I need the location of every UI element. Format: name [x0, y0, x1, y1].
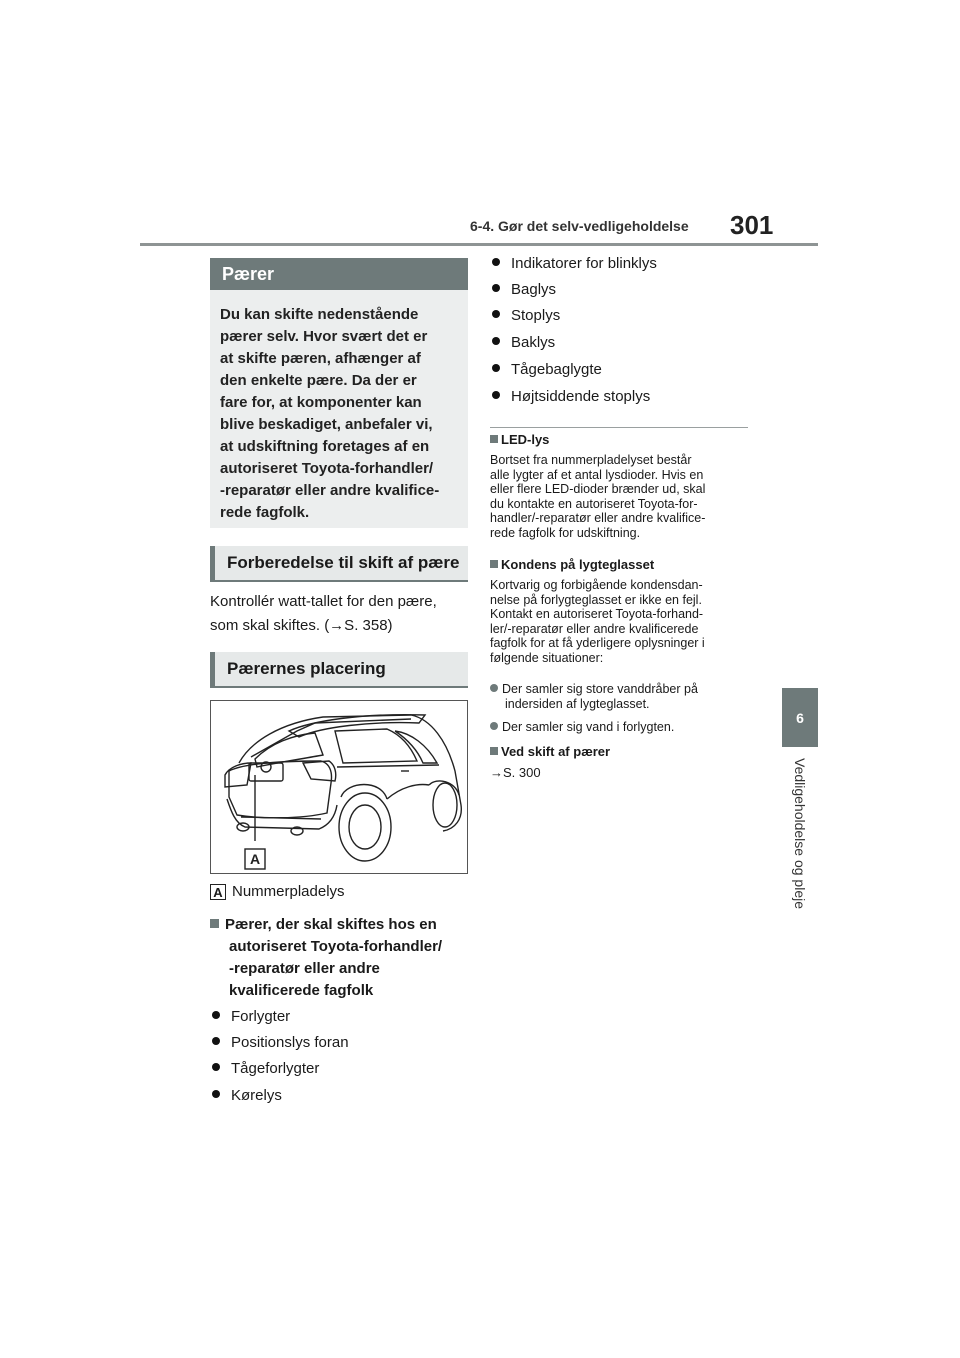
bullet-icon — [212, 1090, 220, 1098]
dealer-heading-line: -reparatør eller andre — [229, 960, 380, 977]
list-item: Tågebaglygte — [492, 361, 602, 378]
intro-line: pærer selv. Hvor svært det er — [220, 328, 428, 345]
replace-heading: Ved skift af pærer — [490, 744, 610, 759]
bullet-icon — [212, 1011, 220, 1019]
intro-line: den enkelte pære. Da der er — [220, 372, 417, 389]
dealer-heading-line: autoriseret Toyota-forhandler/ — [229, 938, 443, 955]
intro-line: blive beskadiget, anbefaler vi, — [220, 416, 433, 433]
condensation-bullet: Der samler sig store vanddråber på indersiden af lygteglasset. — [490, 682, 698, 711]
bullet-icon — [490, 684, 498, 692]
intro-line: at skifte pæren, afhænger af — [220, 350, 421, 367]
intro-line: Du kan skifte nedenstående — [220, 306, 419, 323]
intro-line: rede fagfolk. — [220, 504, 310, 521]
replace-reference-link[interactable]: →S. 300 — [490, 765, 541, 780]
list-item: Positionslys foran — [212, 1034, 349, 1051]
bullet-icon — [492, 337, 500, 345]
square-bullet-icon — [490, 747, 498, 755]
condensation-heading: Kondens på lygteglasset — [490, 557, 654, 572]
chapter-title — [792, 758, 812, 928]
legend-text: Nummerpladelys — [232, 883, 345, 900]
box-title-bar — [210, 258, 468, 290]
bullet-icon — [492, 258, 500, 266]
list-item: Højtsiddende stoplys — [492, 388, 650, 405]
intro-line: at udskiftning foretages af en — [220, 438, 430, 455]
prep-text-line: Kontrollér watt-tallet for den pære, — [210, 593, 437, 610]
box-title: Pærer — [222, 263, 275, 284]
divider — [490, 427, 748, 428]
car-illustration — [210, 700, 468, 874]
dealer-heading-line: Pærer, der skal skiftes hos en — [225, 916, 437, 933]
bullet-icon — [212, 1063, 220, 1071]
square-bullet-icon — [490, 435, 498, 443]
list-item: Baklys — [492, 334, 555, 351]
legend-key: A — [210, 884, 226, 900]
chapter-tab — [782, 688, 818, 747]
callout-label: A — [249, 851, 261, 867]
chapter-number: 6 — [796, 709, 804, 726]
intro-line: -reparatør eller andre kvalifice- — [220, 482, 440, 499]
intro-line: fare for, at komponenter kan — [220, 394, 422, 411]
list-item: Indikatorer for blinklys — [492, 255, 657, 272]
bullet-icon — [492, 310, 500, 318]
led-heading: LED-lys — [490, 432, 549, 447]
bullet-icon — [492, 391, 500, 399]
prep-heading: Forberedelse til skift af pære — [210, 546, 468, 582]
list-item: Stoplys — [492, 307, 560, 324]
car-rear-drawing — [211, 701, 467, 873]
bullet-icon — [492, 364, 500, 372]
square-bullet-icon — [490, 560, 498, 568]
bullet-icon — [212, 1037, 220, 1045]
led-paragraph: Bortset fra nummerpladelyset består alle lygter af et antal lysdioder. Hvis en eller flere LED-dioder brænder ud, skal du kontakte en autoriseret Toyota-for- handler/-reparatør eller andre kvalifice- rede fagfolk for udskiftning. — [490, 453, 706, 540]
bullet-icon — [490, 722, 498, 730]
list-item: Baglys — [492, 281, 556, 298]
section-title: 6-4. Gør det selv-vedligeholdelse — [470, 218, 689, 234]
list-item: Tågeforlygter — [212, 1060, 319, 1077]
dealer-heading-line: kvalificerede fagfolk — [229, 982, 374, 999]
dealer-heading — [210, 914, 442, 1002]
intro-line: autoriseret Toyota-forhandler/ — [220, 460, 434, 477]
bullet-icon — [492, 284, 500, 292]
placement-heading: Pærernes placering — [210, 652, 468, 688]
prep-text — [210, 590, 437, 638]
condensation-paragraph: Kortvarig og forbigående kondensdan- nelse på forlygteglasset er ikke en fejl. Kontakt en autoriseret Toyota-forhand- ler/-reparatør eller andre kvalificerede fagfolk for at få yderligere oplysninger i følgende situationer: — [490, 578, 705, 665]
page-number: 301 — [730, 210, 774, 240]
list-item: Kørelys — [212, 1087, 282, 1104]
square-bullet-icon — [210, 919, 219, 928]
condensation-bullet: Der samler sig vand i forlygten. — [490, 720, 674, 735]
list-item: Forlygter — [212, 1008, 290, 1025]
header-rule — [140, 243, 818, 246]
chapter-title-text: Vedligeholdelse og pleje — [792, 758, 808, 910]
intro-box — [210, 290, 468, 528]
prep-text-line[interactable]: som skal skiftes. (→S. 358) — [210, 617, 393, 634]
